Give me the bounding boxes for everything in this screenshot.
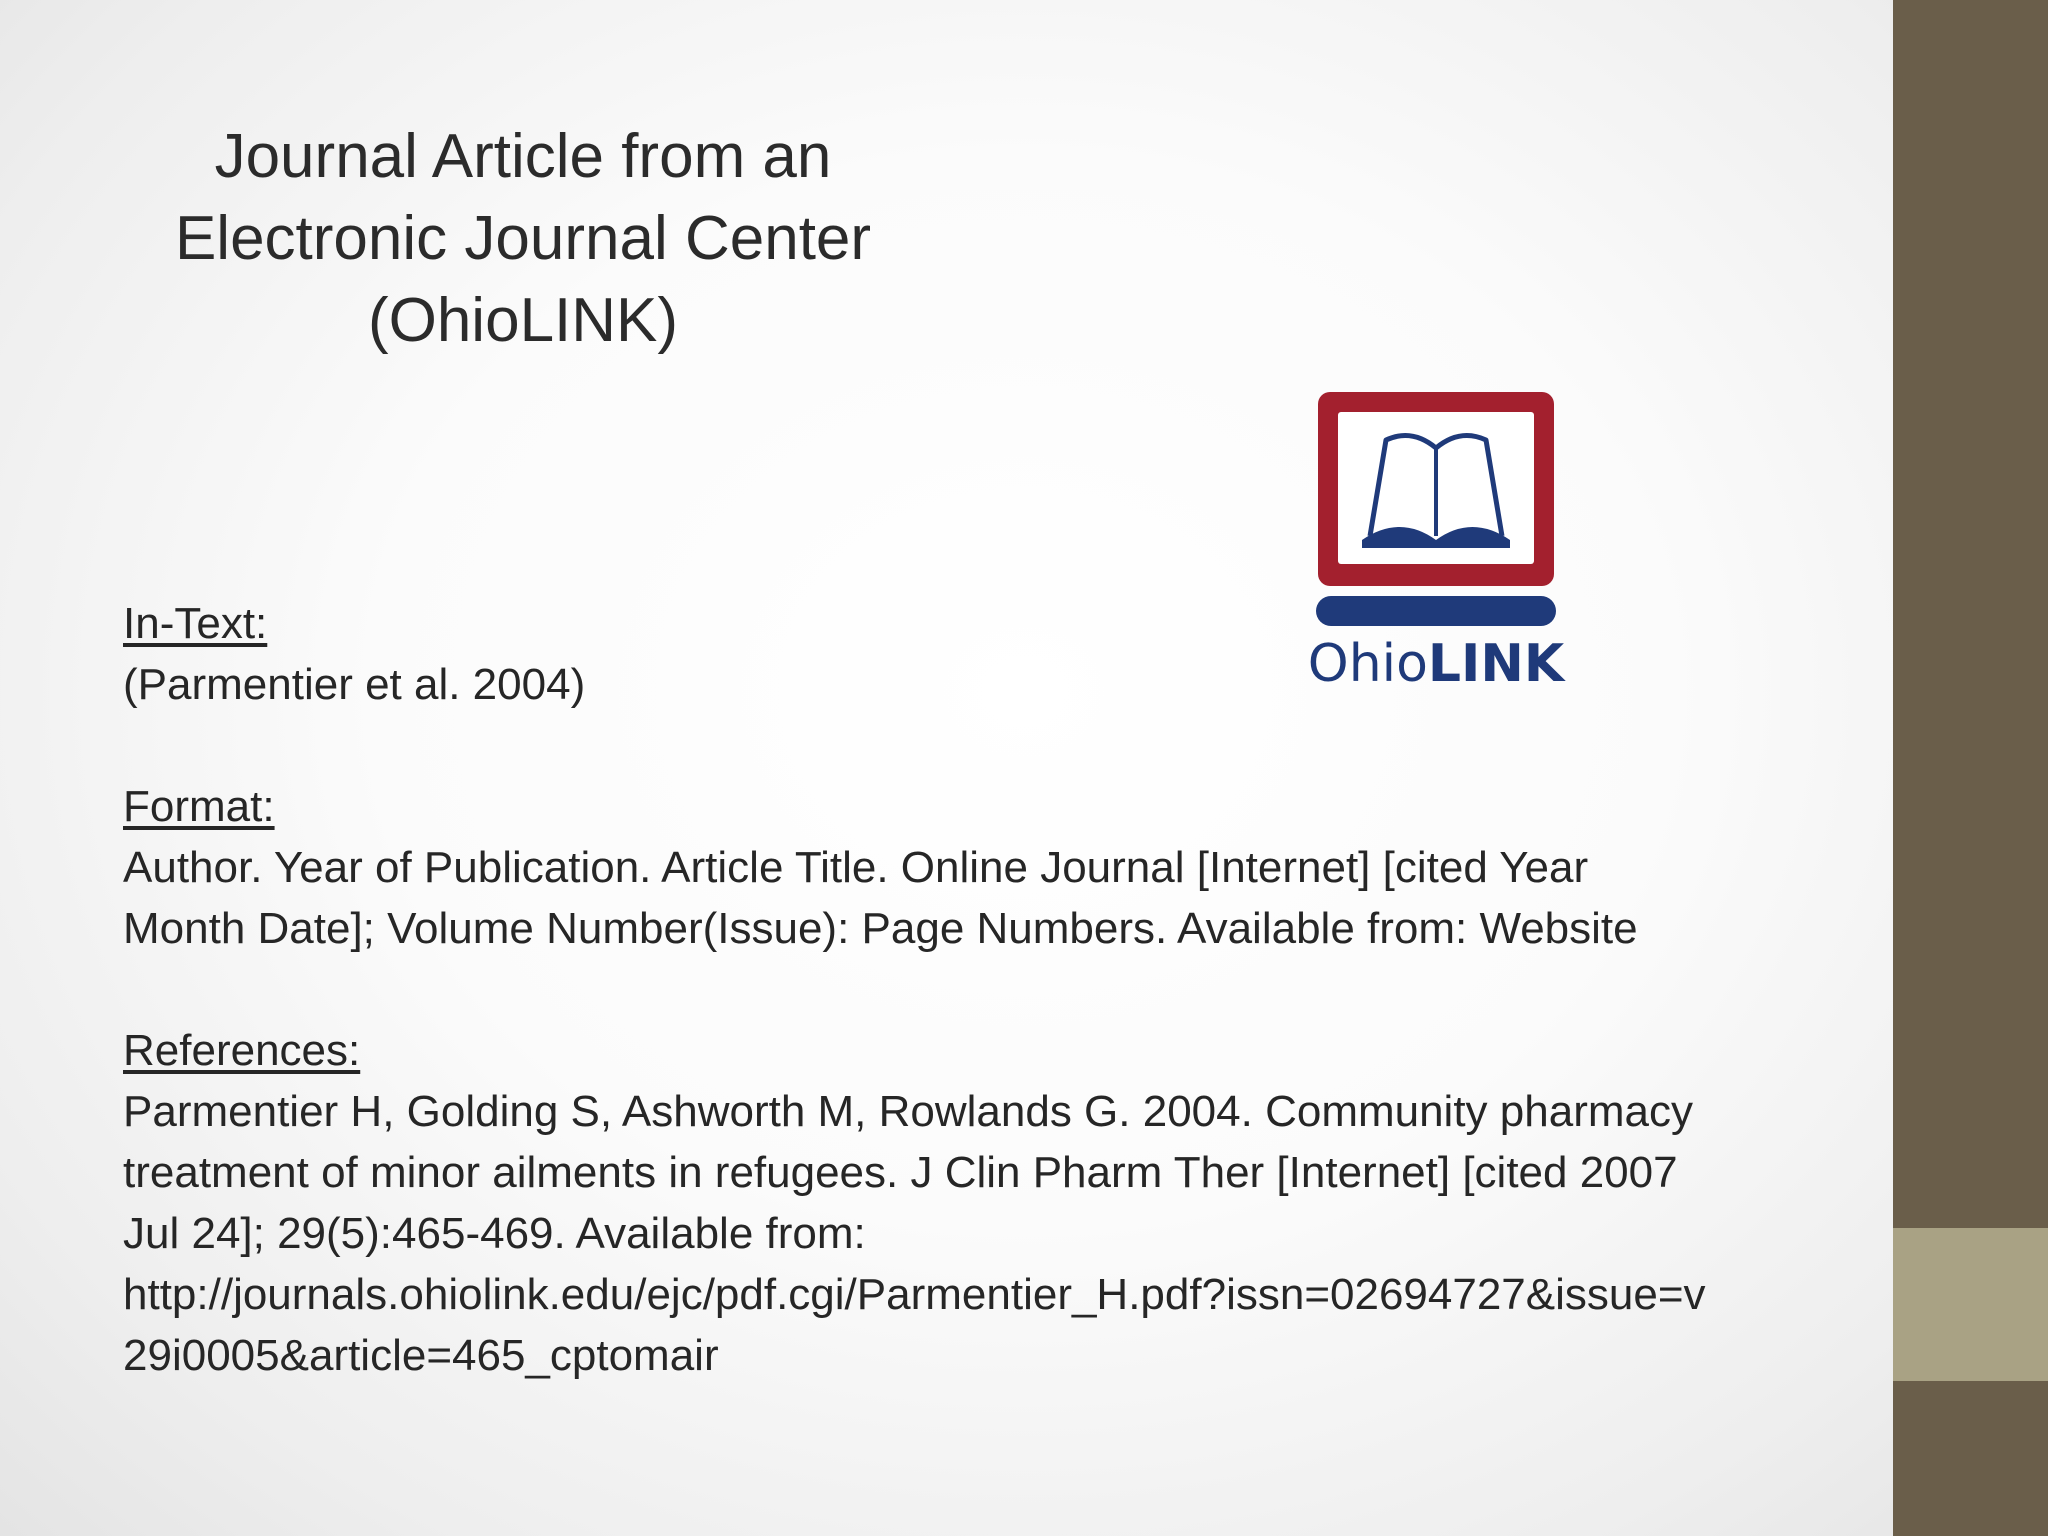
citation-content [123, 593, 1883, 1386]
format-line-1: Author. Year of Publication. Article Title. Online Journal [Internet] [cited Year [123, 843, 1589, 892]
logo-wordmark-ohio: Ohio [1307, 634, 1428, 694]
in-text-heading: In-Text: [123, 599, 268, 648]
format-line-2: Month Date]; Volume Number(Issue): Page Numbers. Available from: Website [123, 904, 1638, 953]
spacer [123, 715, 1883, 776]
spacer [123, 959, 1883, 1020]
in-text-body: (Parmentier et al. 2004) [123, 660, 586, 709]
title-line-2: Electronic Journal Center [174, 204, 872, 273]
reference-line-1: Parmentier H, Golding S, Ashworth M, Rowlands G. 2004. Community pharmacy [123, 1087, 1693, 1136]
reference-line-2: treatment of minor ailments in refugees. J Clin Pharm Ther [Internet] [cited 2007 [123, 1148, 1678, 1197]
reference-url-line-2[interactable]: 29i0005&article=465_cptomair [123, 1331, 719, 1380]
logo-wordmark-link: LINK [1427, 634, 1565, 694]
title-line-3: (OhioLINK) [367, 286, 679, 355]
reference-line-3: Jul 24]; 29(5):465-469. Available from: [123, 1209, 866, 1258]
references-heading: References: [123, 1026, 361, 1075]
slide-title [130, 116, 916, 362]
reference-url-line-1[interactable]: http://journals.ohiolink.edu/ejc/pdf.cgi/Parmentier_H.pdf?issn=02694727&issue=v [123, 1270, 1706, 1319]
side-bar-accent [1893, 1228, 2048, 1381]
title-line-1: Journal Article from an [214, 122, 832, 191]
format-heading: Format: [123, 782, 275, 831]
